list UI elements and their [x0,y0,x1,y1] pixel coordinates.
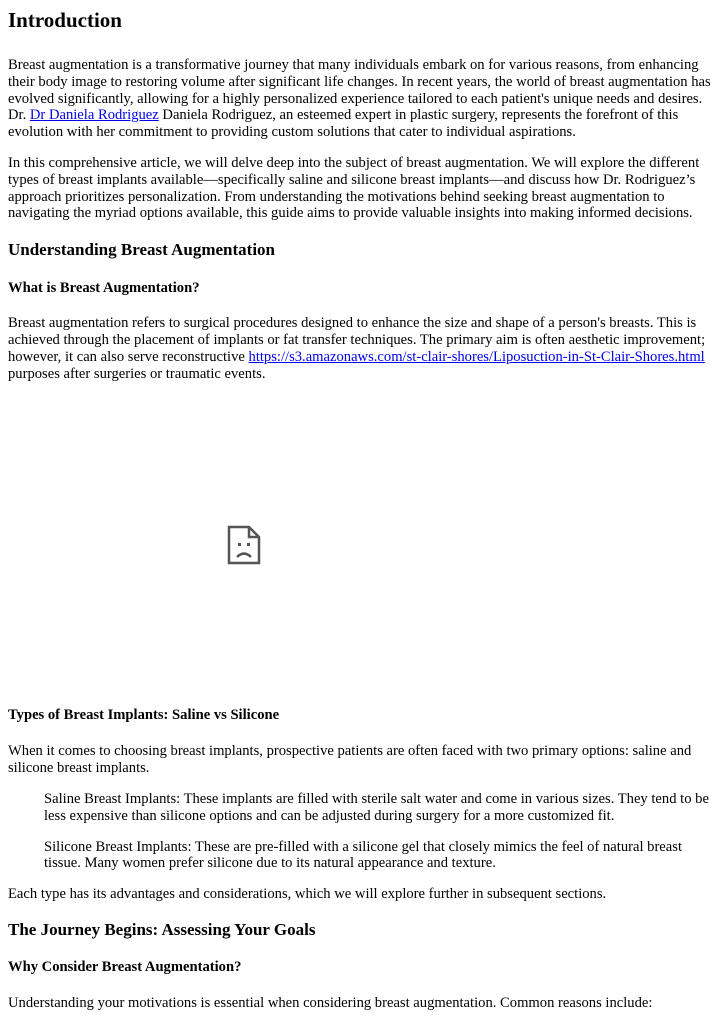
implant-list [8,791,712,872]
types-after-paragraph: Each type has its advantages and considerations, which we will explore further in subsequent sections. [8,886,607,903]
broken-image-icon [227,525,261,565]
types-paragraph: When it comes to choosing breast implants, prospective patients are often faced with two primary options: saline and silicone breast implants. [8,743,692,777]
understanding-heading: Understanding Breast Augmentation [8,240,275,260]
intro-paragraph-1 [8,57,712,141]
list-item-silicone: Silicone Breast Implants: These are pre-filled with a silicone gel that closely mimics the feel of natural breast tissue. Many women prefer silicone due to its natural appearance and texture. [44,838,682,872]
types-heading: Types of Breast Implants: Saline vs Silicone [8,707,280,724]
what-is-text-1: Breast augmentation refers to surgical procedures designed to enhance the size and shape of a person's breasts. This is achieved through the placement of implants or fat transfer techniques. The primary aim is often aesthetic improvement; however, it can also serve reconstructive [8,315,706,365]
intro-text-2: Daniela Rodriguez, an esteemed expert in plastic surgery, represents the forefront of this evolution with her commitment to providing custom solutions that cater to individual aspirations. [8,107,679,141]
why-consider-heading: Why Consider Breast Augmentation? [8,958,242,975]
broken-image [8,389,712,699]
intro-text-1: Breast augmentation is a transformative journey that many individuals embark on for various reasons, from enhancing their body image to restoring volume after significant life changes. In recent years, the world of breast augmentation has evolved significantly, allowing for a highly personalized experience tailored to each patient's unique needs and desires. Dr. [8,57,711,124]
intro-heading: Introduction [8,8,122,32]
what-is-paragraph [8,315,712,382]
liposuction-link[interactable]: https://s3.amazonaws.com/st-clair-shores/Liposuction-in-St-Clair-Shores.html [248,348,705,365]
what-is-text-2: purposes after surgeries or traumatic events. [8,365,266,382]
journey-heading: The Journey Begins: Assessing Your Goals [8,919,316,939]
dr-rodriguez-link[interactable]: Dr Daniela Rodriguez [29,107,159,124]
what-is-heading: What is Breast Augmentation? [8,280,200,297]
why-consider-paragraph: Understanding your motivations is essential when considering breast augmentation. Common reasons include: [8,994,653,1011]
intro-paragraph-2: In this comprehensive article, we will delve deep into the subject of breast augmentation. We will explore the different types of breast implants available—specifically saline and silicone breast implants—and discuss how Dr. Rodriguez’s approach prioritizes personalization. From understanding the motivations behind seeking breast augmentation to navigating the myriad options available, this guide aims to provide valuable insights into making informed decisions. [8,154,700,222]
list-item-saline: Saline Breast Implants: These implants are filled with sterile salt water and come in various sizes. They tend to be less expensive than silicone options and can be adjusted during surgery for a more customized fit. [44,790,709,824]
